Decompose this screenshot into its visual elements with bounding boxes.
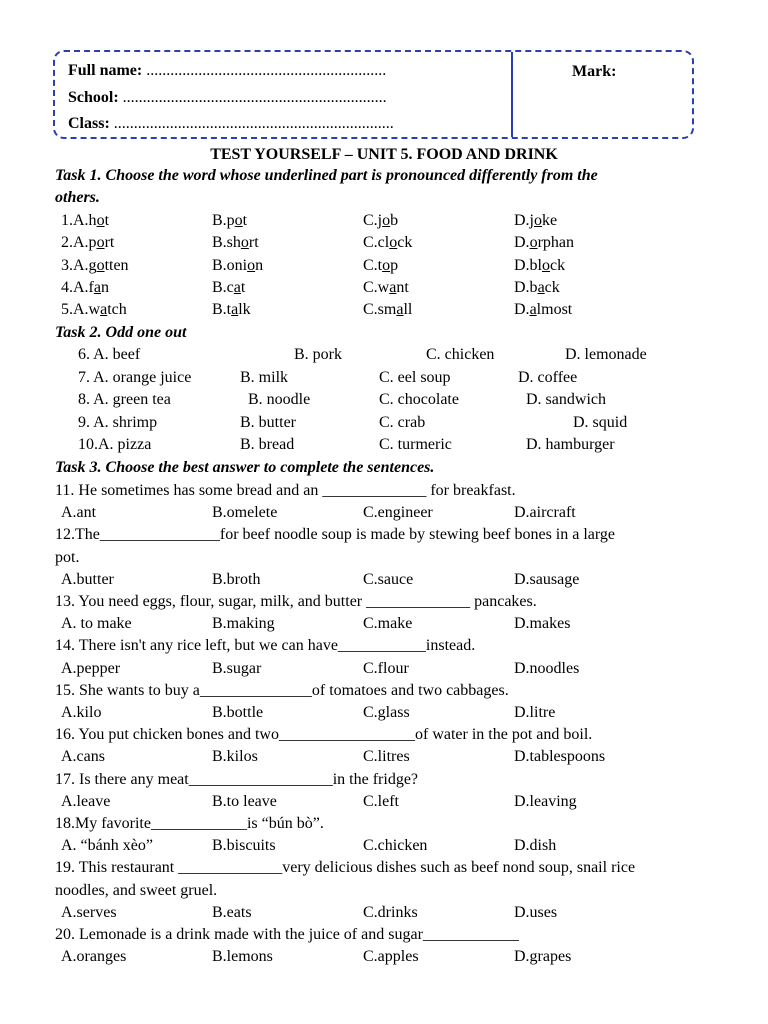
- answer-option[interactable]: C.clock: [363, 234, 413, 252]
- answer-option[interactable]: 4.A.fan: [61, 278, 109, 296]
- answer-option[interactable]: D.almost: [514, 301, 573, 319]
- answer-option[interactable]: C.engineer: [363, 504, 433, 522]
- answer-option[interactable]: C.apples: [363, 948, 419, 966]
- mark-label: Mark:: [572, 63, 617, 80]
- answer-option[interactable]: 5.A.watch: [61, 301, 127, 319]
- answer-option[interactable]: D.joke: [514, 212, 558, 229]
- question-text: 15. She wants to buy a______________of tomatoes and two cabbages.: [55, 681, 509, 699]
- school-label: School:: [68, 89, 119, 106]
- answer-option[interactable]: C.chicken: [363, 837, 428, 855]
- answer-option[interactable]: 2.A.port: [61, 234, 115, 252]
- underlined-letter: o: [96, 212, 105, 229]
- answer-option[interactable]: C. crab: [379, 413, 426, 431]
- options-row: [0, 660, 768, 682]
- class-label: Class:: [68, 115, 110, 132]
- answer-option[interactable]: B.talk: [212, 301, 251, 319]
- task1-heading: Task 1. Choose the word whose underlined part is pronounced differently from the: [55, 167, 598, 184]
- question-text: 12.The_______________for beef noodle soup is made by stewing beef bones in a large: [55, 526, 616, 544]
- task2-heading: Task 2. Odd one out: [55, 324, 187, 341]
- underlined-letter: o: [96, 256, 105, 274]
- question-text: 16. You put chicken bones and two_________________of water in the pot and boil.: [55, 726, 593, 744]
- answer-option[interactable]: C.drinks: [363, 903, 418, 921]
- underlined-letter: a: [93, 278, 101, 296]
- answer-option[interactable]: D.litre: [514, 704, 556, 721]
- task1-heading-cont: others.: [55, 189, 100, 206]
- answer-option[interactable]: A.ant: [61, 504, 97, 522]
- answer-option[interactable]: C.small: [363, 301, 413, 319]
- answer-option[interactable]: D.grapes: [514, 948, 572, 966]
- underlined-letter: o: [234, 212, 243, 229]
- options-row: [0, 948, 768, 970]
- answer-option[interactable]: C.sauce: [363, 570, 414, 588]
- full-name-label: Full name:: [68, 62, 143, 79]
- underlined-letter: a: [396, 301, 404, 319]
- answer-option[interactable]: D.tablespoons: [514, 748, 606, 766]
- underlined-letter: o: [542, 256, 550, 274]
- underlined-letter: a: [529, 301, 537, 319]
- answer-option[interactable]: C. eel soup: [379, 368, 451, 386]
- answer-option[interactable]: B.onion: [212, 256, 264, 274]
- task2-row: [0, 414, 768, 436]
- answer-option[interactable]: D. coffee: [518, 368, 578, 386]
- school-field[interactable]: [68, 89, 387, 107]
- answer-option[interactable]: B.pot: [212, 212, 248, 229]
- answer-option[interactable]: D.makes: [514, 615, 571, 633]
- class-blank[interactable]: ......................................................................: [109, 115, 394, 132]
- task2-row: [0, 346, 768, 368]
- answer-option[interactable]: D. hamburger: [526, 436, 615, 453]
- student-info-box: [53, 50, 694, 139]
- options-row: [0, 504, 768, 526]
- answer-option[interactable]: 1.A.hot: [61, 212, 110, 229]
- options-row: [0, 904, 768, 926]
- options-row: [0, 615, 768, 637]
- question-text: 11. He sometimes has some bread and an _____________ for breakfast.: [55, 482, 516, 499]
- underlined-letter: o: [389, 234, 398, 252]
- answer-option[interactable]: B.sugar: [212, 659, 262, 677]
- options-row: [0, 793, 768, 815]
- answer-option[interactable]: A.kilo: [61, 704, 102, 721]
- answer-option[interactable]: C. chocolate: [379, 391, 459, 408]
- underlined-letter: o: [529, 234, 538, 252]
- question-text-cont: noodles, and sweet gruel.: [55, 881, 218, 899]
- options-row: [0, 704, 768, 726]
- underlined-letter: o: [382, 256, 391, 274]
- underlined-letter: a: [389, 278, 397, 296]
- question-text: 18.My favorite____________is “bún bò”.: [55, 815, 324, 832]
- underlined-letter: o: [240, 234, 249, 252]
- question-option-a[interactable]: 9. A. shrimp: [78, 413, 158, 431]
- task1-row: [0, 257, 768, 279]
- answer-option[interactable]: B.making: [212, 615, 275, 633]
- answer-option[interactable]: D.uses: [514, 903, 558, 921]
- task1-row: [0, 212, 768, 234]
- task1-row: [0, 279, 768, 301]
- question-text: 14. There isn't any rice left, but we can have___________instead.: [55, 637, 476, 655]
- answer-option[interactable]: B.omelete: [212, 504, 278, 522]
- answer-option[interactable]: C. turmeric: [379, 436, 452, 453]
- task2-row: [0, 391, 768, 413]
- answer-option[interactable]: B.short: [212, 234, 259, 252]
- answer-option[interactable]: D. squid: [573, 413, 628, 431]
- answer-option[interactable]: B. pork: [294, 346, 342, 363]
- answer-option[interactable]: 3.A.gotten: [61, 256, 129, 274]
- answer-option[interactable]: C.make: [363, 615, 413, 633]
- question-option-a[interactable]: 6. A. beef: [78, 346, 141, 363]
- answer-option[interactable]: B.kilos: [212, 748, 258, 766]
- answer-option[interactable]: D.orphan: [514, 234, 574, 252]
- answer-option[interactable]: B.bottle: [212, 704, 264, 721]
- answer-option[interactable]: A.pepper: [61, 659, 121, 677]
- question-text: 17. Is there any meat__________________in the fridge?: [55, 770, 419, 788]
- answer-option[interactable]: B. butter: [240, 413, 296, 431]
- underlined-letter: o: [382, 212, 391, 229]
- task2-row: [0, 369, 768, 391]
- options-row: [0, 571, 768, 593]
- answer-option[interactable]: C.job: [363, 212, 399, 229]
- answer-option[interactable]: D.back: [514, 278, 560, 296]
- answer-option[interactable]: A.oranges: [61, 948, 127, 966]
- task2-row: [0, 436, 768, 458]
- question-option-a[interactable]: 7. A. orange juice: [78, 368, 192, 386]
- underlined-letter: a: [231, 301, 239, 319]
- answer-option[interactable]: D.leaving: [514, 792, 577, 810]
- answer-option[interactable]: C. chicken: [426, 346, 495, 363]
- answer-option[interactable]: D.dish: [514, 837, 557, 855]
- answer-option[interactable]: A. to make: [61, 615, 132, 633]
- answer-option[interactable]: C.glass: [363, 704, 410, 721]
- underlined-letter: o: [247, 256, 256, 274]
- answer-option[interactable]: C.top: [363, 256, 399, 274]
- task1-row: [0, 301, 768, 323]
- question-text: 20. Lemonade is a drink made with the juice of and sugar____________: [55, 926, 519, 943]
- question-text: 13. You need eggs, flour, sugar, milk, and butter _____________ pancakes.: [55, 593, 537, 610]
- underlined-letter: a: [537, 278, 545, 296]
- answer-option[interactable]: D.block: [514, 256, 566, 274]
- answer-option[interactable]: B.cat: [212, 278, 246, 296]
- answer-option[interactable]: B. milk: [240, 368, 289, 386]
- question-option-a[interactable]: 10.A. pizza: [78, 436, 152, 453]
- full-name-field[interactable]: [68, 62, 386, 80]
- header-divider: [511, 52, 513, 137]
- underlined-letter: a: [100, 301, 108, 319]
- answer-option[interactable]: D. sandwich: [526, 391, 606, 408]
- answer-option[interactable]: A.leave: [61, 792, 111, 810]
- question-text-cont: pot.: [55, 548, 80, 566]
- answer-option[interactable]: D.sausage: [514, 570, 580, 588]
- options-row: [0, 837, 768, 859]
- task1-row: [0, 234, 768, 256]
- test-title: TEST YOURSELF – UNIT 5. FOOD AND DRINK: [210, 146, 558, 163]
- answer-option[interactable]: D.noodles: [514, 659, 580, 677]
- answer-option[interactable]: D. lemonade: [565, 346, 647, 363]
- answer-option[interactable]: C.litres: [363, 748, 410, 766]
- class-field[interactable]: [68, 115, 394, 133]
- question-text: 19. This restaurant _____________very delicious dishes such as beef nond soup, snail rice: [55, 859, 636, 877]
- answer-option[interactable]: A.butter: [61, 570, 114, 588]
- school-blank[interactable]: ..................................................................: [118, 89, 387, 106]
- answer-option[interactable]: B.lemons: [212, 948, 273, 966]
- answer-option[interactable]: A.serves: [61, 903, 117, 921]
- underlined-letter: a: [233, 278, 241, 296]
- answer-option[interactable]: B. bread: [240, 436, 295, 453]
- answer-option[interactable]: B.to leave: [212, 792, 277, 810]
- underlined-letter: o: [534, 212, 542, 229]
- answer-option[interactable]: B.broth: [212, 570, 261, 588]
- answer-option[interactable]: A. “bánh xèo”: [61, 837, 153, 855]
- options-row: [0, 748, 768, 770]
- task3-heading: Task 3. Choose the best answer to complete the sentences.: [55, 459, 435, 476]
- answer-option[interactable]: C.left: [363, 792, 399, 810]
- answer-option[interactable]: B.biscuits: [212, 837, 276, 855]
- answer-option[interactable]: B. noodle: [248, 391, 311, 408]
- answer-option[interactable]: B.eats: [212, 903, 252, 921]
- question-option-a[interactable]: 8. A. green tea: [78, 391, 171, 408]
- answer-option[interactable]: A.cans: [61, 748, 105, 766]
- full-name-blank[interactable]: ............................................................: [142, 62, 387, 79]
- answer-option[interactable]: D.aircraft: [514, 504, 576, 522]
- answer-option[interactable]: C.want: [363, 278, 409, 296]
- underlined-letter: o: [96, 234, 105, 252]
- answer-option[interactable]: C.flour: [363, 659, 409, 677]
